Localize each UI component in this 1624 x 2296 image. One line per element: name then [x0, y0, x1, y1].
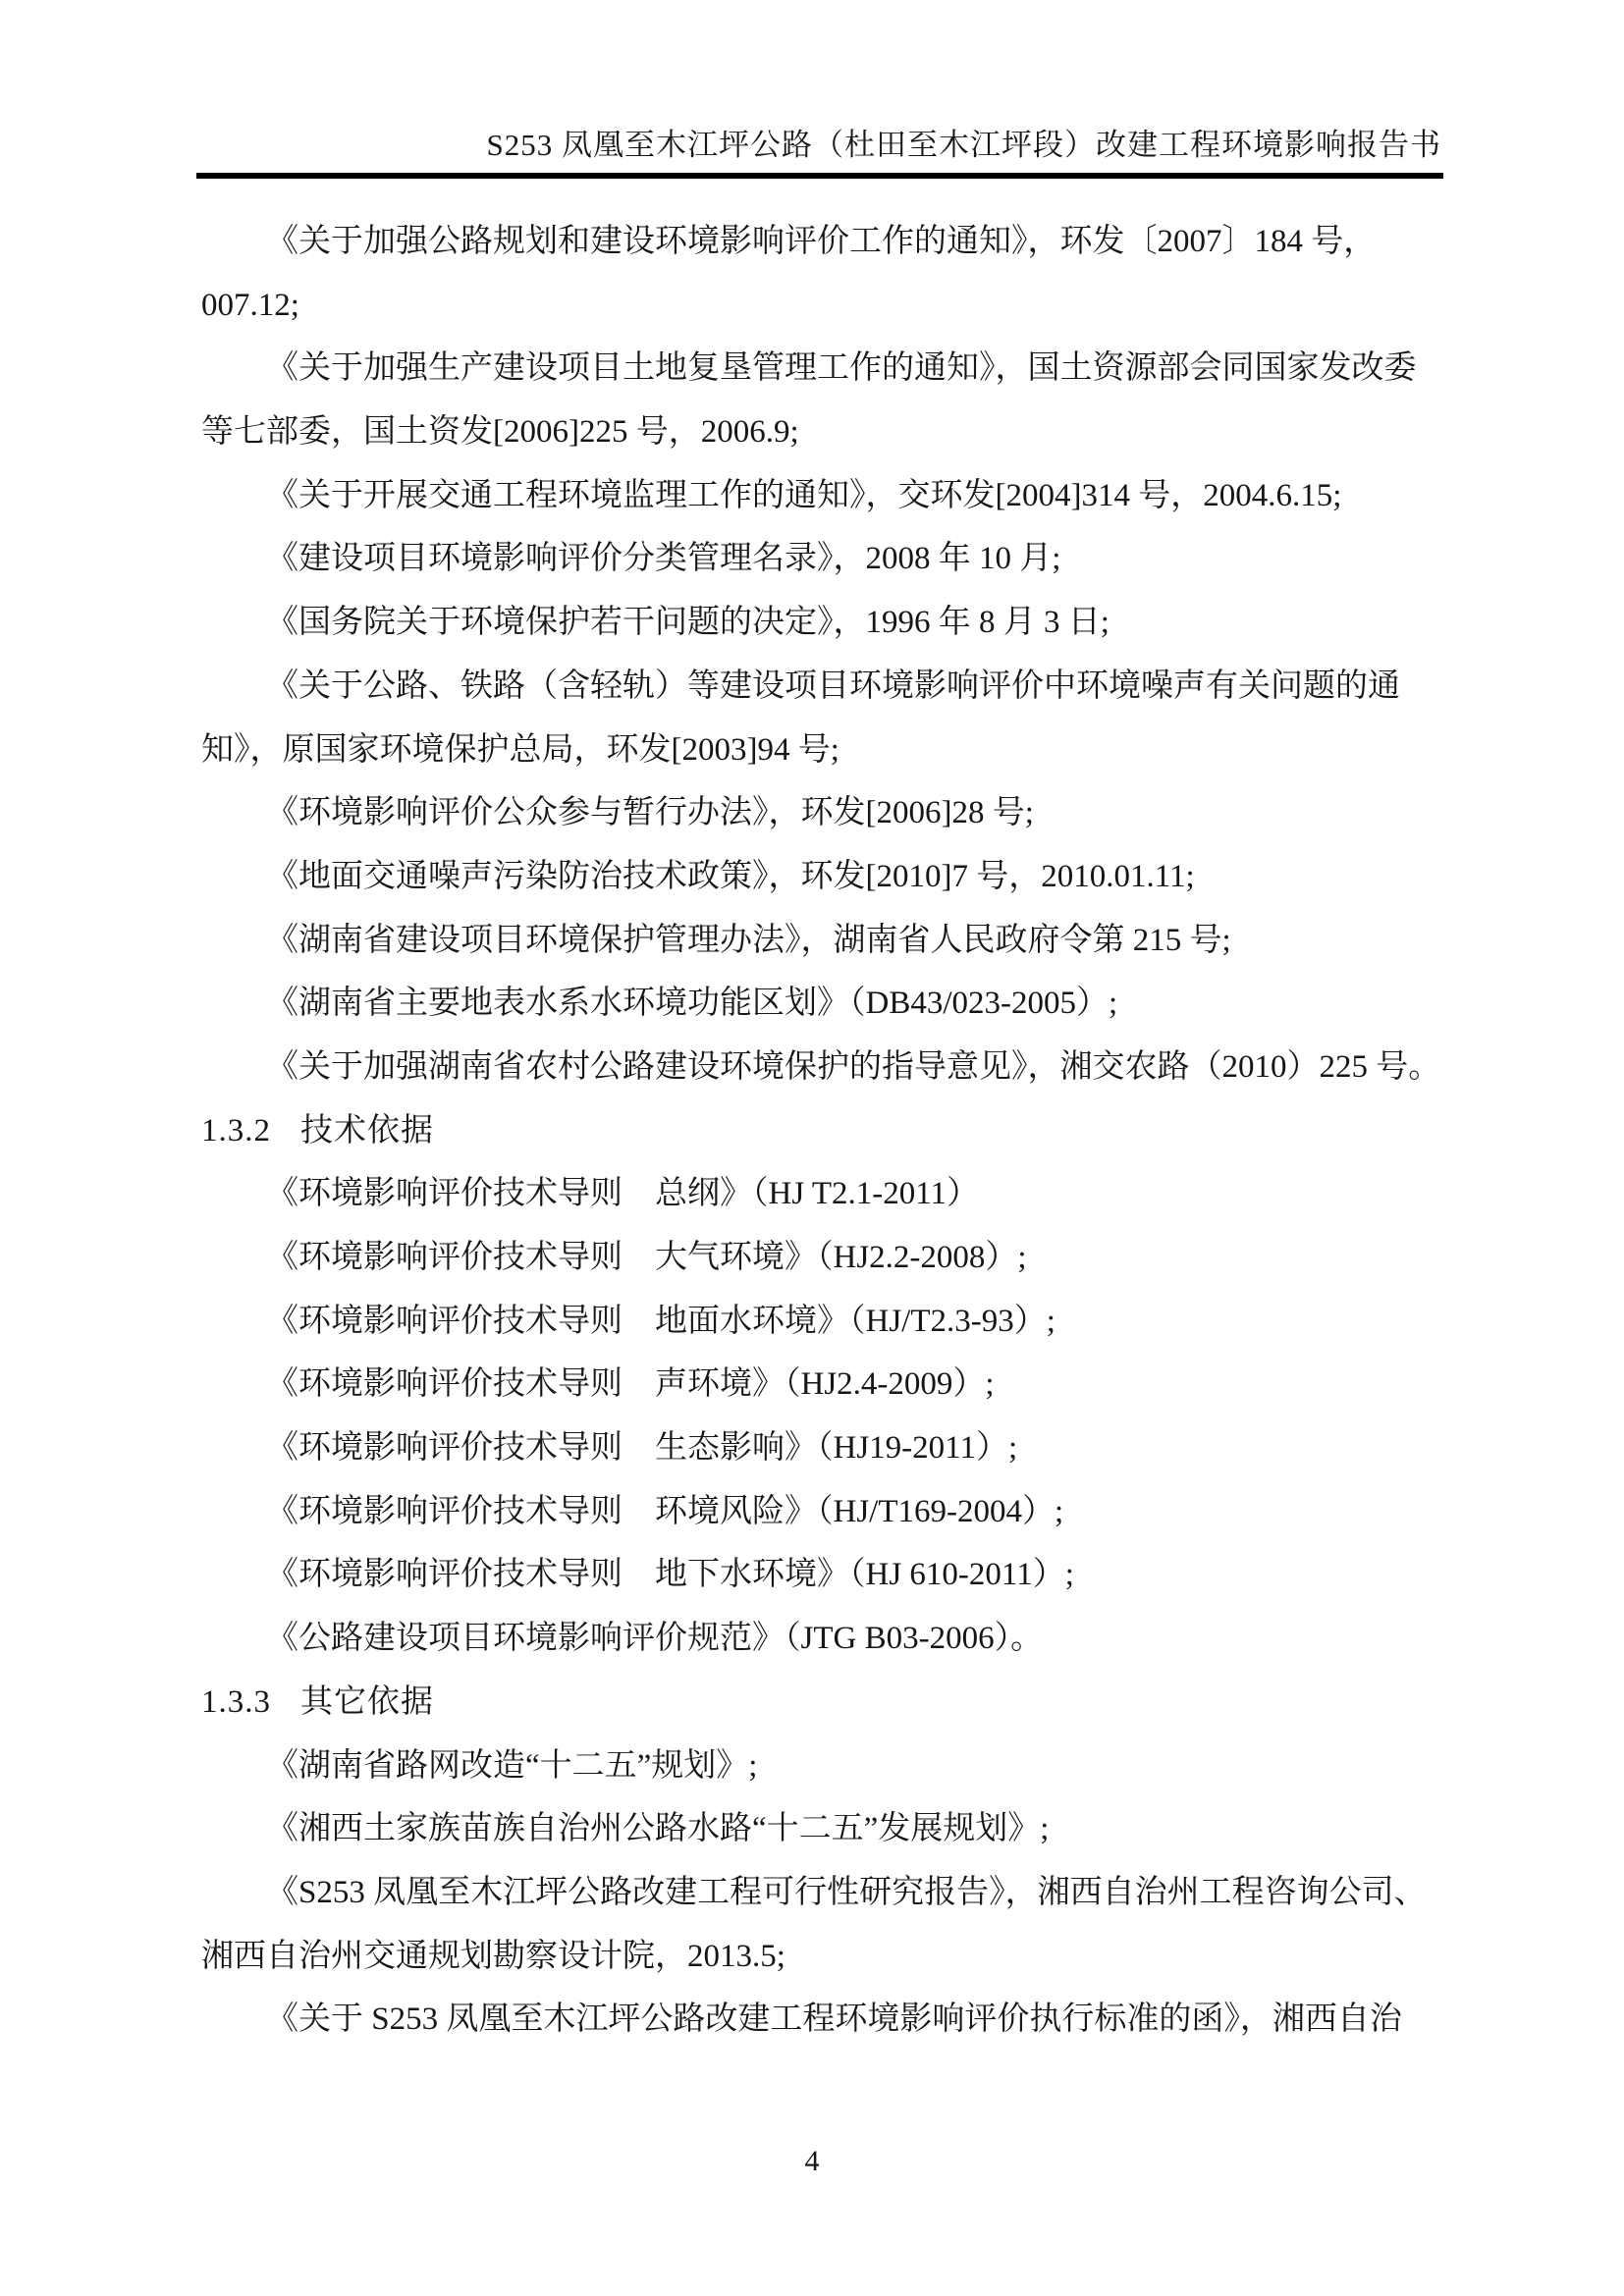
document-line: 湘西自治州交通规划勘察设计院，2013.5;: [201, 1938, 785, 1974]
document-line: 《地面交通噪声污染防治技术政策》，环发[2010]7 号，2010.01.11;: [266, 858, 1195, 894]
document-line: 《国务院关于环境保护若干问题的决定》，1996 年 8 月 3 日;: [266, 605, 1110, 641]
document-line: 《湘西土家族苗族自治州公路水路“十二五”发展规划》;: [266, 1811, 1050, 1847]
document-line: 《关于加强公路规划和建设环境影响评价工作的通知》，环发〔2007〕184 号，: [266, 224, 1377, 259]
document-line: 《关于 S253 凤凰至木江坪公路改建工程环境影响评价执行标准的函》，湘西自治: [266, 2002, 1402, 2038]
section-heading: [201, 1671, 1446, 1735]
document-line: 《关于开展交通工程环境监理工作的通知》，交环发[2004]314 号，2004.6.15;: [266, 477, 1342, 513]
document-line: 《环境影响评价技术导则 环境风险》（HJ/T169-2004）;: [266, 1493, 1064, 1529]
document-line: 《S253 凤凰至木江坪公路改建工程可行性研究报告》，湘西自治州工程咨询公司、: [266, 1874, 1427, 1910]
page-footer: [0, 2142, 1624, 2181]
heading-label: 其它依据: [300, 1683, 434, 1720]
header-title: S253 凤凰至木江坪公路（杜田至木江坪段）改建工程环境影响报告书: [486, 128, 1441, 162]
document-line: 《环境影响评价技术导则 声环境》（HJ2.4-2009）;: [266, 1366, 995, 1403]
document-line: 《环境影响评价技术导则 地下水环境》（HJ 610-2011）;: [266, 1557, 1074, 1593]
page-number: 4: [804, 2145, 820, 2177]
page-header: [196, 126, 1441, 165]
document-line: 《湖南省路网改造“十二五”规划》;: [266, 1747, 758, 1784]
document-line: 《环境影响评价技术导则 总纲》（HJ T2.1-2011）: [266, 1176, 979, 1212]
document-line: 《湖南省建设项目环境保护管理办法》，湖南省人民政府令第 215 号;: [266, 922, 1231, 958]
document-line: 《关于加强生产建设项目土地复垦管理工作的通知》，国土资源部会同国家发改委: [266, 350, 1417, 387]
document-line: 《湖南省主要地表水系水环境功能区划》（DB43/023-2005）;: [266, 986, 1118, 1022]
document-line: 《公路建设项目环境影响评价规范》（JTG B03-2006）。: [266, 1621, 1044, 1657]
document-line: 《环境影响评价技术导则 大气环境》（HJ2.2-2008）;: [266, 1240, 1027, 1275]
document-line: 《环境影响评价技术导则 地面水环境》（HJ/T2.3-93）;: [266, 1303, 1056, 1339]
document-body: [201, 210, 1446, 2052]
heading-number: 1.3.2: [201, 1112, 271, 1148]
document-line: 《关于公路、铁路（含轻轨）等建设项目环境影响评价中环境噪声有关问题的通: [266, 667, 1400, 704]
heading-label: 技术依据: [300, 1112, 434, 1148]
document-line: 007.12;: [201, 287, 299, 323]
section-heading: [201, 1099, 1446, 1163]
document-line: 知》，原国家环境保护总局，环发[2003]94 号;: [201, 731, 839, 768]
header-rule: [196, 173, 1443, 179]
heading-number: 1.3.3: [201, 1683, 271, 1720]
document-line: 《关于加强湖南省农村公路建设环境保护的指导意见》，湘交农路（2010）225 号。: [266, 1048, 1441, 1085]
document-line: 《建设项目环境影响评价分类管理名录》，2008 年 10 月;: [266, 541, 1061, 577]
document-line: 《环境影响评价技术导则 生态影响》（HJ19-2011）;: [266, 1430, 1018, 1467]
document-line: 《环境影响评价公众参与暂行办法》，环发[2006]28 号;: [266, 795, 1034, 831]
document-line: 等七部委，国土资发[2006]225 号，2006.9;: [201, 414, 799, 451]
